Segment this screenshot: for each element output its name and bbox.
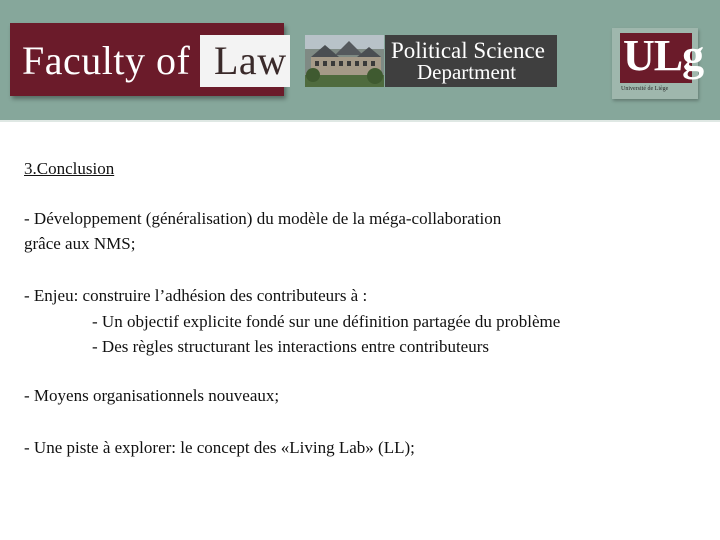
faculty-of-text: Faculty of	[22, 38, 191, 83]
header-divider	[0, 120, 720, 122]
bullet-2-sub-2: - Des règles structurant les interactions entre contributeurs	[92, 337, 490, 356]
bullet-2-sub-1: - Un objectif explicite fondé sur une définition partagée du problème	[92, 312, 561, 331]
section-title: 3.Conclusion	[24, 159, 115, 178]
law-text: Law	[214, 38, 287, 83]
bullet-2-line-1: - Enjeu: construire l’adhésion des contributeurs à :	[24, 286, 368, 305]
building-photo	[305, 35, 384, 87]
bullet-4: - Une piste à explorer: le concept des «Living Lab» (LL);	[24, 438, 415, 457]
department-text: Department	[417, 60, 517, 84]
ulg-subtitle: Université de Liège	[621, 86, 669, 92]
ulg-logo: ULg	[623, 31, 704, 80]
bullet-3: - Moyens organisationnels nouveaux;	[24, 386, 280, 405]
bullet-1-line-1: - Développement (généralisation) du modèle de la méga-collaboration	[24, 209, 502, 228]
bullet-1-line-2: grâce aux NMS;	[24, 234, 136, 253]
political-science-text: Political Science	[391, 38, 545, 63]
